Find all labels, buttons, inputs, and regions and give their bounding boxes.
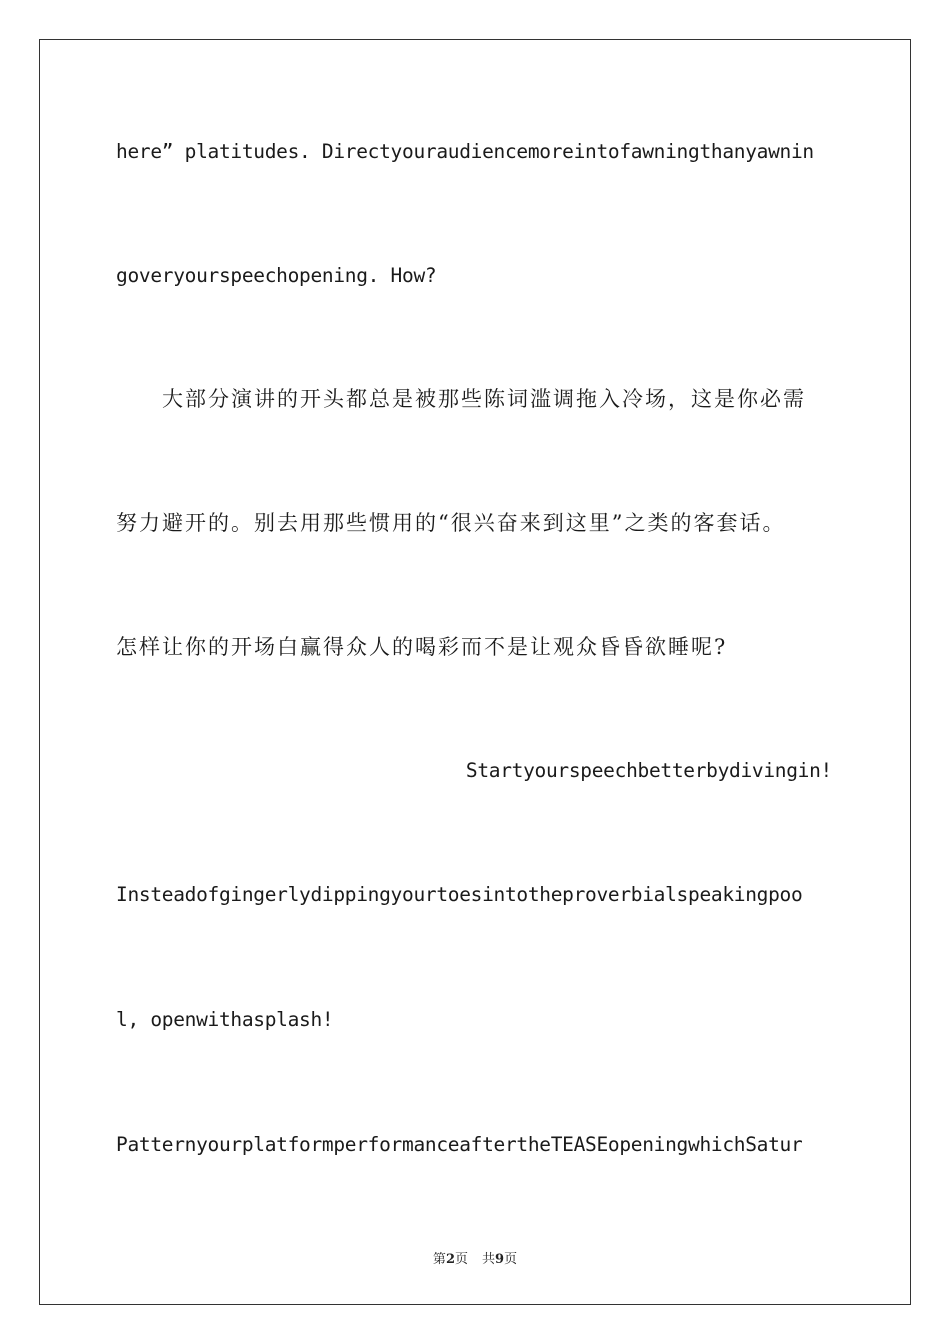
text-line-7: Insteadofgingerlydippingyourtoesintotheproverbialspeakingpoo [116, 883, 803, 906]
total-suffix: 页 [504, 1252, 518, 1267]
page-border [39, 39, 911, 1305]
total-pages: 9 [495, 1252, 505, 1267]
text-line-8: l, openwithasplash! [116, 1008, 334, 1031]
page-footer [0, 1248, 950, 1267]
total-prefix: 共 [482, 1252, 496, 1267]
page-prefix: 第 [432, 1252, 446, 1267]
text-line-4: 努力避开的。别去用那些惯用的“很兴奋来到这里”之类的客套话。 [116, 511, 786, 535]
text-line-9: PatternyourplatformperformanceaftertheTEASEopeningwhichSatur [116, 1133, 803, 1156]
text-line-2: goveryourspeechopening. How? [116, 264, 437, 287]
text-line-6: Startyourspeechbetterbydivingin! [465, 759, 832, 782]
text-line-5: 怎样让你的开场白赢得众人的喝彩而不是让观众昏昏欲睡呢? [116, 635, 728, 659]
page-suffix: 页 [454, 1252, 468, 1267]
text-line-3: 大部分演讲的开头都总是被那些陈词滥调拖入冷场，这是你必需 [162, 387, 806, 411]
page-number: 2 [445, 1252, 455, 1267]
text-line-1: here” platitudes. Directyouraudiencemoreintofawningthanyawnin [116, 140, 814, 163]
